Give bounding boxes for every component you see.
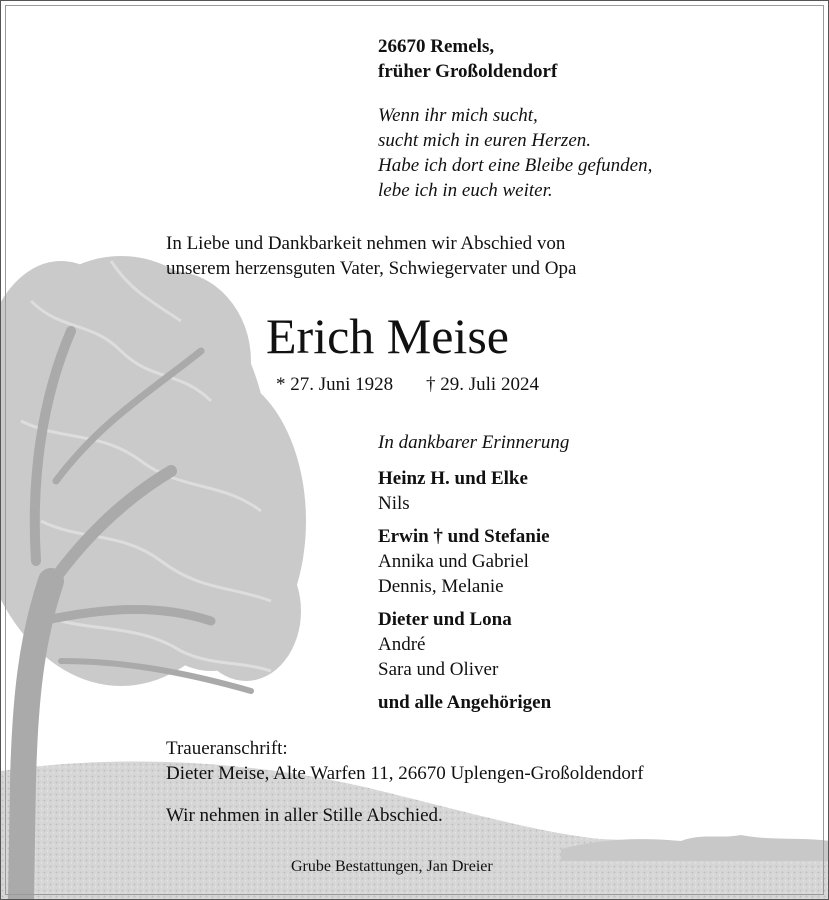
- family-member: Nils: [378, 493, 410, 514]
- family-member: Annika und Gabriel: [378, 551, 529, 572]
- poem-block: [378, 103, 652, 203]
- family-group-head: Heinz H. und Elke: [378, 468, 528, 489]
- distant-hedge: [561, 835, 829, 861]
- birth-date: * 27. Juni 1928: [276, 374, 394, 395]
- poem-line: lebe ich in euch weiter.: [378, 180, 553, 201]
- poem-line: Habe ich dort eine Bleibe gefunden,: [378, 155, 653, 176]
- death-date: † 29. Juli 2024: [426, 374, 539, 395]
- location-line-2: früher Großoldendorf: [378, 61, 558, 82]
- address-label: Traueranschrift:: [166, 738, 288, 759]
- location-line-1: 26670 Remels,: [378, 36, 495, 57]
- deceased-name: Erich Meise: [266, 308, 509, 364]
- intro-block: [166, 231, 576, 281]
- farewell-text: Wir nehmen in aller Stille Abschied.: [166, 805, 443, 826]
- family-member: Dennis, Melanie: [378, 576, 504, 597]
- intro-line: unserem herzensguten Vater, Schwiegervater und Opa: [166, 258, 577, 279]
- family-closing: und alle Angehörigen: [378, 692, 552, 713]
- address-value: Dieter Meise, Alte Warfen 11, 26670 Uplengen-Großoldendorf: [166, 763, 644, 784]
- remembrance-heading: In dankbarer Erinnerung: [378, 432, 570, 453]
- family-list: [378, 466, 551, 715]
- intro-line: In Liebe und Dankbarkeit nehmen wir Abschied von: [166, 233, 566, 254]
- family-group-head: Erwin † und Stefanie: [378, 526, 550, 547]
- poem-line: Wenn ihr mich sucht,: [378, 105, 538, 126]
- family-member: André: [378, 634, 426, 655]
- poem-line: sucht mich in euren Herzen.: [378, 130, 591, 151]
- family-member: Sara und Oliver: [378, 659, 499, 680]
- undertaker: Grube Bestattungen, Jan Dreier: [291, 858, 493, 875]
- family-group-head: Dieter und Lona: [378, 609, 512, 630]
